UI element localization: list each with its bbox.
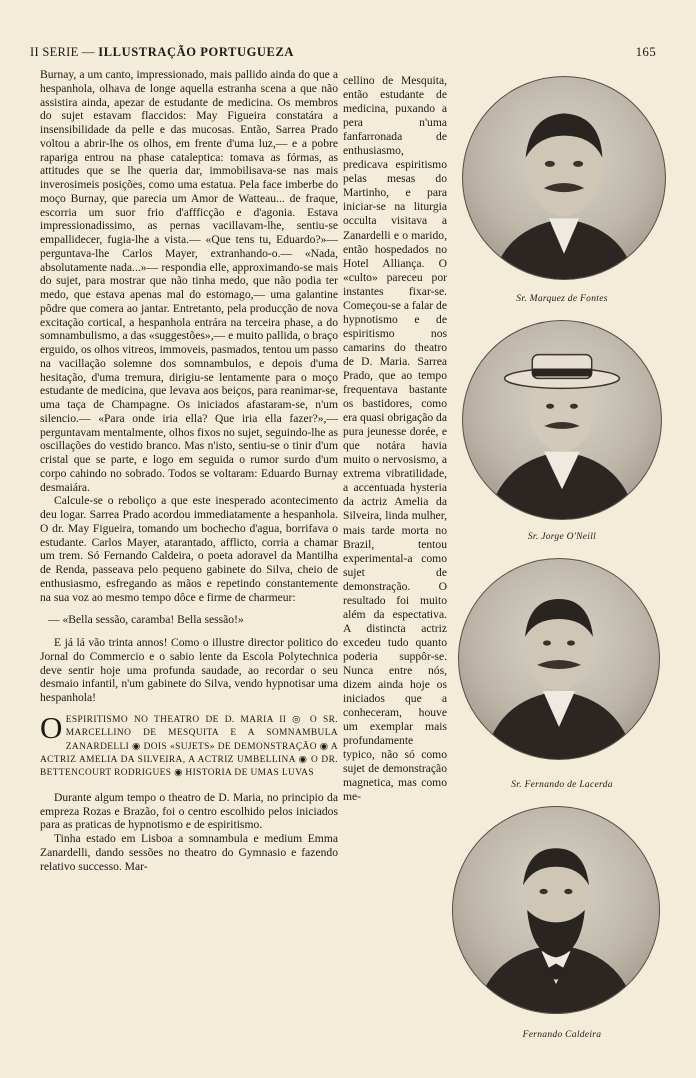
portrait-man-moustache-icon (458, 558, 660, 760)
section-heading-text: ESPIRITISMO NO THEATRO DE D. MARIA II ◎ O SR. MARCELLINO DE MESQUITA E A SOMNAMBULA ZANARDELLI ◉ DOIS «SUJETS» DE DEMONSTRAÇÃO ◉ A ACTRIZ AMELIA DA SILVEIRA, A ACTRIZ UMBELLINA ◉ O DR. BETTENCOURT RODRIGUES ◉ HISTORIA DE UMAS LUVAS (40, 714, 338, 779)
page-header (30, 44, 656, 64)
side-text-column (343, 74, 447, 804)
portrait-caption-4: Fernando Caldeira (522, 1030, 602, 1040)
paragraph-4: Durante algum tempo o theatro de D. Maria, no principio da empreza Rozas e Brazão, foi o centro escolhido pelos iniciados para as praticas de hypnotismo e de espiritismo. (40, 790, 338, 832)
quote-line: — «Bella sessão, caramba! Bella sessão!» (48, 613, 244, 627)
paragraph-2: Calcule-se o reboliço a que este inesperado acontecimento deu logar. Sarrea Prado acordou immediatamente a hespanhola. O dr. May Figueira, tomando um bochecho d'agua, borrifava o estudante. Carlos Mayer, atarantado, afflicto, corria a chamar um trem. Só Fernando Caldeira, o poeta adoravel da Mantilha de Renda, passeava pelo pequeno gabinete do Silva, cheio de enthusiasmo, esfregando as mãos e repetindo constantemente na sua voz ao mesmo tempo dôce e firme de charmeur: (40, 494, 338, 604)
side-paragraph: cellino de Mesquita, então estudante de medicina, puxando a pera n'uma fanfarronada de enthusiasmo, predicava espiritismo pelas mesas do Martinho, e para iniciar-se na liturgia occulta visitava a Zanardelli e o marido, então hospedados no Hotel Alliança. O «culto» pareceu por instantes fixar-se. Começou-se a falar de hypnotismo e de espiritismo nos camarins do theatro de D. Maria. Sarrea Prado, que ao tempo frequentava bastante os bastidores, como era quasi obrigação da pura jeunesse dorée, e que notára havia muito o nervosismo, a extrema vibratilidade, a accentuada hysteria da actriz Amelia da Silveira, linda mulher, mais tarde morta no Brazil, tentou experimental-a como sujet de demonstração. O resultado foi muito além da espectativa. A distincta actriz excedeu tudo quanto poderia suppôr-se. Nunca entre nós, dizem ainda hoje os iniciados que a conheceram, houve um exemplar mais profundamente typico, não só como sujet de demonstração magnetica, mas como me- (343, 74, 447, 804)
paragraph-1: Burnay, a um canto, impressionado, mais pallido ainda do que a hespanhola, olhava de longe aquella estranha scena a que não assistira ainda, apezar de estudante de medicina. Os membros do sujet estavam flaccidos: May Figueira constatára a insensibilidade da pelle e das mucosas. Então, Sarrea Prado voltou a abrir-lhe os olhos, em frente d'uma luz,— e a pobre rapariga entrou na phase cataleptica: tomava as fórmas, as attitudes que se lhe queria dar, immobilisava-se nas mais inverosimeis posições, como uma estatua. Pela face imberbe do moço Burnay, que parecia um Amor de Watteau... de fraque, escorria um suor frio d'affficção e d'agonia. Estava impressionadissimo, as pernas vacillavam-lhe, sentiu-se empallidecer, fugia-lhe a vista.— «Que tens tu, Eduardo?»— perguntava-lhe Carlos Mayer, extranhando-o.— «Nada, absolutamente nada...»— respondia elle, approximando-se mais do sujet, para mostrar que não tinha medo, que não podia ter medo, que estava apenas mal do estomago,— uma galantine pôdre que comera ao jantar. Entretanto, pela producção de nova excitação cortical, a hespanhola entrára na terceira phase, a do somnambulismo, a das «suggestões»,— e muito pallida, o braço erguido, os olhos vitreos, immoveis, pasmados, tentou um passo na vacillação solemne dos somnambulos, e depois d'uma hesitação, d'uma tremura, dirigiu-se lentamente para o moço estudante de medicina, que levava aos beiços, para reanimar-se, uma taça de Champagne. Os iniciados afastaram-se, n'um silencio.— «Para onde iria ella? Que iria ella fazer?»,— perguntavam mentalmente, olhos fixos no sujet, seguindo-lhe as oscillações do vestido branco. Mas n'isto, sentiu-se o tinir d'um cristal que se parte, e logo em seguida o rumor surdo d'um corpo cahindo no sobrado. Todos se voltaram: Eduardo Burnay desmaiára. (40, 68, 338, 494)
series-label: II SERIE (30, 45, 79, 59)
magazine-title: ILLUSTRAÇÃO PORTUGUEZA (98, 45, 295, 59)
paragraph-5: Tinha estado em Lisboa a somnambula e medium Emma Zanardelli, dando sessões no theatro do Gymnasio e fazendo relativo successo. Mar- (40, 832, 338, 873)
portrait-man-beard-icon (452, 806, 660, 1014)
drop-cap: O (40, 709, 63, 745)
portrait-man-moustache-icon (462, 76, 666, 280)
portrait-caption-1: Sr. Marquez de Fontes (516, 294, 608, 304)
header-separator: — (82, 45, 95, 59)
main-text-column (40, 68, 338, 873)
paragraph-3: E já lá vão trinta annos! Como o illustre director politico do Jornal do Commercio e o sabio lente da Escola Polytechnica deve sentir hoje uma profunda saudade, ao recordar o seu desmaio infantil, n'um gabinete do Silva, vendo hypnotisar uma hespanhola! (40, 636, 338, 704)
portrait-man-boater-hat-icon (462, 320, 662, 520)
page-number: 165 (635, 44, 656, 59)
section-heading (40, 709, 338, 781)
running-head (30, 45, 294, 60)
portrait-caption-3: Sr. Fernando de Lacerda (511, 780, 613, 790)
portrait-caption-2: Sr. Jorge O'Neill (527, 532, 597, 542)
